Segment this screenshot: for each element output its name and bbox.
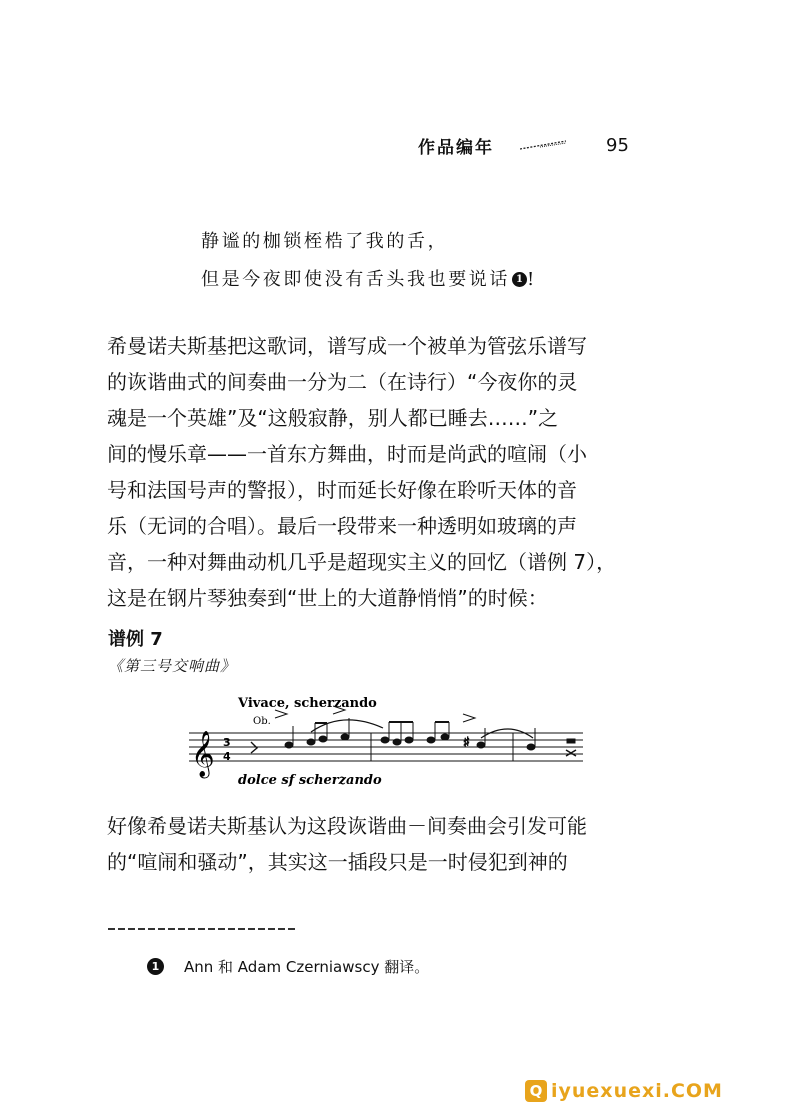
poem-quote: [201, 223, 537, 299]
tempo-marking: Vivace, scherzando: [238, 696, 377, 711]
paragraph-line: 号和法国号声的警报），时而延长好像在聆听天体的音: [107, 478, 577, 502]
footnote-text: Ann 和 Adam Czerniawscy 翻译。: [184, 958, 430, 976]
watermark-text: iyuexuexi.COM: [551, 1080, 723, 1102]
paragraph-line: 这是在钢片琴独奏到“世上的大道静悄悄”的时候：: [107, 586, 548, 610]
paragraph-2: [107, 808, 677, 880]
paragraph-line: 希曼诺夫斯基把这歌词，谱写成一个被单为管弦乐谱写: [107, 334, 587, 358]
example-label: 谱例 7: [108, 629, 163, 650]
running-header: [418, 133, 658, 157]
poem-line-1: 静谧的枷锁桎梏了我的舌，: [201, 231, 449, 252]
instrument-label: Ob.: [253, 716, 271, 727]
svg-text:♯: ♯: [463, 735, 470, 751]
poem-line-2-text: 但是今夜即使没有舌头我也要说话: [201, 269, 510, 290]
footnote-mark: 1: [147, 958, 164, 975]
footnote-divider: [108, 928, 296, 930]
music-score: [183, 690, 593, 790]
poem-line-2: [201, 261, 537, 299]
treble-clef-icon: 𝄞: [191, 731, 215, 777]
dynamics-marking: dolce sf scherzando: [238, 773, 382, 788]
paragraph-line: 乐（无词的合唱）。最后一段带来一种透明如玻璃的声: [107, 514, 577, 538]
paragraph-line: 的诙谐曲式的间奏曲一分为二（在诗行）“今夜你的灵: [107, 370, 578, 394]
footnote: [147, 956, 429, 977]
paragraph-line: 魂是一个英雄”及“这般寂静，别人都已睡去……”之: [107, 406, 559, 430]
page-number: 95: [606, 134, 629, 156]
poem-line-2-end: !: [527, 269, 537, 290]
paragraph-line: 好像希曼诺夫斯基认为这段诙谐曲－间奏曲会引发可能: [107, 814, 587, 838]
paragraph-line: 间的慢乐章——一首东方舞曲，时而是尚武的喧闹（小: [107, 442, 587, 466]
time-signature: 3: [223, 736, 231, 749]
watermark-logo-icon: Q: [525, 1080, 547, 1102]
svg-text:4: 4: [223, 750, 231, 763]
footnote-reference[interactable]: 1: [512, 272, 527, 287]
paragraph-line: 的“喧闹和骚动”，其实这一插段只是一时侵犯到神的: [107, 850, 568, 874]
site-watermark: [525, 1071, 775, 1111]
header-ornament: [520, 140, 566, 150]
work-title: 《第三号交响曲》: [108, 657, 237, 675]
paragraph-1: [107, 328, 677, 616]
paragraph-line: 音，一种对舞曲动机几乎是超现实主义的回忆（谱例 7），: [107, 550, 617, 574]
section-title: 作品编年: [418, 137, 494, 158]
